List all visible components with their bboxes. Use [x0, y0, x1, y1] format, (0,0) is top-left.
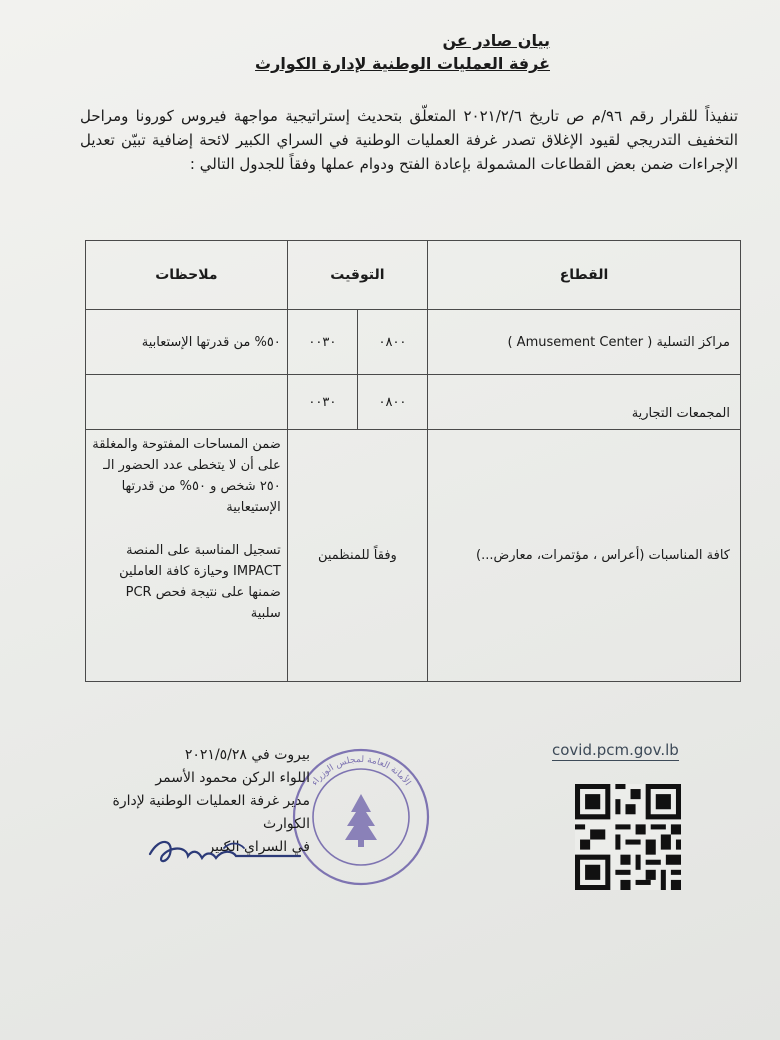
sig-title: مدير غرفة العمليات الوطنية لإدارة الكوارث	[112, 793, 310, 832]
sig-location: في السراي الكبير	[207, 839, 310, 855]
table-header-row	[86, 241, 741, 310]
row-timing: وفقاً للمنظمين	[287, 430, 427, 682]
title-line-1: بيان صادر عن	[442, 31, 550, 50]
row-sector: مراكز التسلية ( Amusement Center )	[428, 310, 741, 375]
row-timing	[287, 375, 427, 430]
header-notes: ملاحظات	[86, 241, 288, 310]
row-notes	[86, 375, 288, 430]
row-notes	[86, 310, 288, 375]
row-notes	[86, 430, 288, 682]
table-row	[86, 430, 741, 682]
close-time: ٠٠٣٠	[308, 334, 337, 350]
qr-code-icon	[575, 784, 681, 890]
table-row	[86, 310, 741, 375]
stamp-text: الأمانة العامة لمجلس الوزراء	[309, 754, 413, 788]
intro-paragraph: تنفيذاً للقرار رقم ٩٦/م ص تاريخ ٢٠٢١/٢/٦ المتعلّق بتحديث إستراتيجية مواجهة فيروس كورونا ومراحل التخفيف التدريجي لقيود الإغلاق تصدر غرفة العمليات الوطنية في السراي الكبير لائحة إضافية تبيّن تعديل الإجراءات ضمن بعض القطاعات المشمولة بإعادة الفتح ودوام عملها وفقاً للجدول التالي :	[80, 107, 738, 173]
official-stamp-icon	[290, 746, 432, 888]
statement-title	[100, 30, 550, 76]
table-row	[86, 375, 741, 430]
sig-date: بيروت في ٢٠٢١/٥/٢٨	[184, 747, 310, 763]
note-text: ضمن المساحات المفتوحة والمغلقة على أن لا يتخطى عدد الحضور الـ ٢٥٠ شخص و ٥٠% من قدرتها الإستيعابية	[92, 437, 281, 515]
row-sector: المجمعات التجارية	[428, 375, 741, 430]
close-time: ٠٠٣٠	[308, 394, 337, 410]
row-sector: كافة المناسبات (أعراس ، مؤتمرات، معارض...)	[428, 430, 741, 682]
row-timing	[287, 310, 427, 375]
header-sector: القطاع	[428, 241, 741, 310]
note-text: ٥٠% من قدرتها الإستعابية	[141, 334, 281, 350]
title-line-2: غرفة العمليات الوطنية لإدارة الكوارث	[255, 54, 550, 73]
note-text: تسجيل المناسبة على المنصة IMPACT وحيازة كافة العاملين ضمنها على نتيجة فحص PCR سلبية	[119, 543, 281, 621]
open-time: ٠٨٠٠	[357, 375, 427, 429]
sectors-table	[85, 240, 741, 682]
sig-name: اللواء الركن محمود الأسمر	[155, 770, 310, 786]
website-link[interactable]: covid.pcm.gov.lb	[552, 741, 679, 759]
open-time: ٠٨٠٠	[357, 310, 427, 374]
handwritten-signature-icon	[140, 826, 310, 876]
header-timing: التوقيت	[287, 241, 427, 310]
